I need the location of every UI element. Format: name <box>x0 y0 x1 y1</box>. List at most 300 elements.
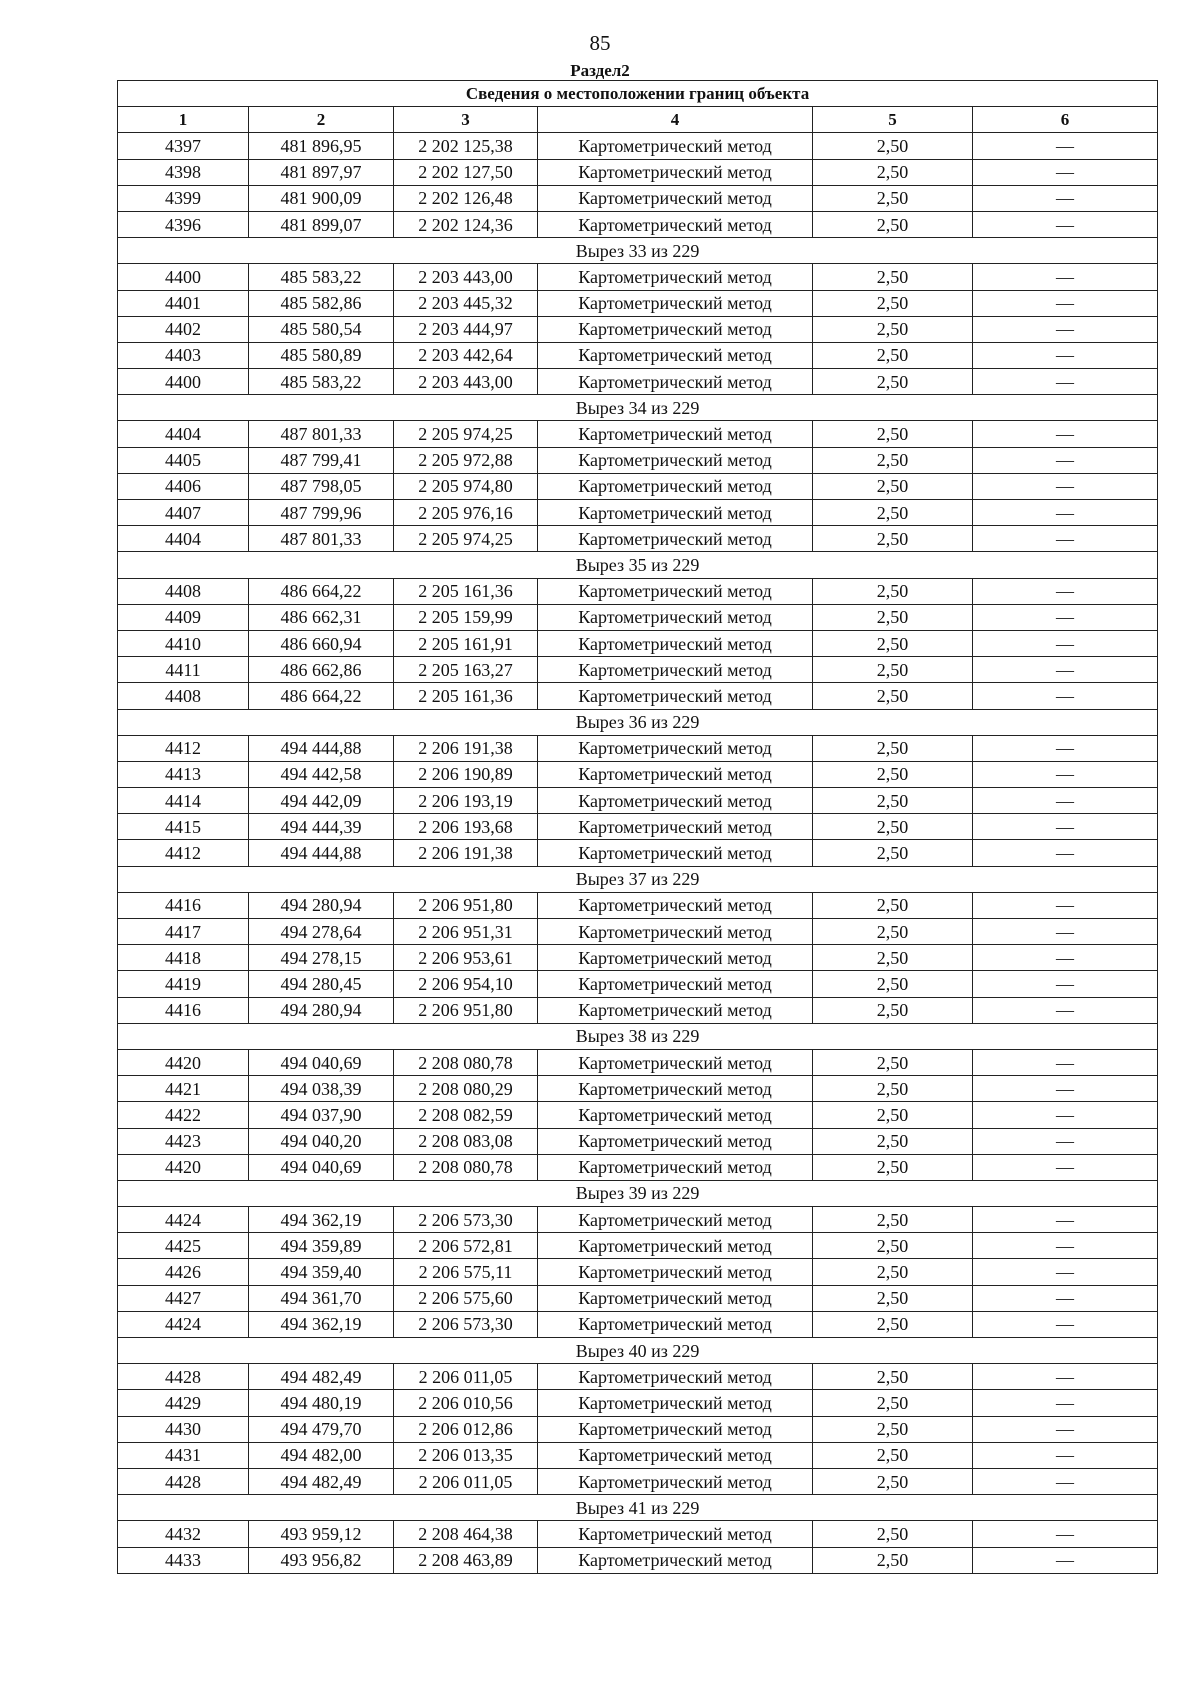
accuracy-cell: 2,50 <box>813 1233 973 1259</box>
x-coordinate-cell: 494 361,70 <box>249 1285 394 1311</box>
note-cell: — <box>973 945 1158 971</box>
cut-group-row <box>118 1338 1158 1364</box>
table-row <box>118 1102 1158 1128</box>
x-coordinate-cell: 485 580,54 <box>249 316 394 342</box>
y-coordinate-cell: 2 205 163,27 <box>394 657 538 683</box>
accuracy-cell: 2,50 <box>813 945 973 971</box>
method-cell: Картометрический метод <box>538 1390 813 1416</box>
accuracy-cell: 2,50 <box>813 342 973 368</box>
note-cell: — <box>973 159 1158 185</box>
accuracy-cell: 2,50 <box>813 1547 973 1573</box>
accuracy-cell: 2,50 <box>813 578 973 604</box>
table-row <box>118 761 1158 787</box>
method-cell: Картометрический метод <box>538 1049 813 1075</box>
accuracy-cell: 2,50 <box>813 657 973 683</box>
method-cell: Картометрический метод <box>538 945 813 971</box>
table-row <box>118 788 1158 814</box>
table-row <box>118 1547 1158 1573</box>
table-row <box>118 133 1158 159</box>
x-coordinate-cell: 494 359,89 <box>249 1233 394 1259</box>
point-number-cell: 4403 <box>118 342 249 368</box>
method-cell: Картометрический метод <box>538 421 813 447</box>
method-cell: Картометрический метод <box>538 814 813 840</box>
note-cell: — <box>973 1259 1158 1285</box>
x-coordinate-cell: 494 280,94 <box>249 997 394 1023</box>
y-coordinate-cell: 2 205 161,36 <box>394 683 538 709</box>
accuracy-cell: 2,50 <box>813 447 973 473</box>
accuracy-cell: 2,50 <box>813 1416 973 1442</box>
table-row <box>118 1128 1158 1154</box>
method-cell: Картометрический метод <box>538 1521 813 1547</box>
method-cell: Картометрический метод <box>538 1364 813 1390</box>
x-coordinate-cell: 494 359,40 <box>249 1259 394 1285</box>
table-row <box>118 578 1158 604</box>
note-cell: — <box>973 1102 1158 1128</box>
point-number-cell: 4422 <box>118 1102 249 1128</box>
x-coordinate-cell: 486 662,86 <box>249 657 394 683</box>
y-coordinate-cell: 2 208 080,29 <box>394 1076 538 1102</box>
table-row <box>118 1259 1158 1285</box>
cut-group-label: Вырез 39 из 229 <box>118 1180 1158 1206</box>
y-coordinate-cell: 2 206 012,86 <box>394 1416 538 1442</box>
method-cell: Картометрический метод <box>538 526 813 552</box>
note-cell: — <box>973 211 1158 237</box>
y-coordinate-cell: 2 202 127,50 <box>394 159 538 185</box>
method-cell: Картометрический метод <box>538 316 813 342</box>
y-coordinate-cell: 2 205 159,99 <box>394 604 538 630</box>
point-number-cell: 4432 <box>118 1521 249 1547</box>
table-title-row <box>118 81 1158 107</box>
y-coordinate-cell: 2 202 126,48 <box>394 185 538 211</box>
x-coordinate-cell: 493 959,12 <box>249 1521 394 1547</box>
table-row <box>118 1416 1158 1442</box>
cut-group-label: Вырез 36 из 229 <box>118 709 1158 735</box>
x-coordinate-cell: 485 582,86 <box>249 290 394 316</box>
note-cell: — <box>973 500 1158 526</box>
x-coordinate-cell: 494 278,64 <box>249 919 394 945</box>
accuracy-cell: 2,50 <box>813 1311 973 1337</box>
accuracy-cell: 2,50 <box>813 185 973 211</box>
point-number-cell: 4428 <box>118 1468 249 1494</box>
cut-group-row <box>118 1180 1158 1206</box>
y-coordinate-cell: 2 206 191,38 <box>394 840 538 866</box>
cut-group-label: Вырез 33 из 229 <box>118 238 1158 264</box>
point-number-cell: 4431 <box>118 1442 249 1468</box>
method-cell: Картометрический метод <box>538 500 813 526</box>
y-coordinate-cell: 2 205 974,25 <box>394 526 538 552</box>
accuracy-cell: 2,50 <box>813 1049 973 1075</box>
point-number-cell: 4409 <box>118 604 249 630</box>
x-coordinate-cell: 494 442,58 <box>249 761 394 787</box>
table-row <box>118 342 1158 368</box>
note-cell: — <box>973 369 1158 395</box>
y-coordinate-cell: 2 208 464,38 <box>394 1521 538 1547</box>
table-row <box>118 735 1158 761</box>
note-cell: — <box>973 1364 1158 1390</box>
accuracy-cell: 2,50 <box>813 1390 973 1416</box>
point-number-cell: 4412 <box>118 735 249 761</box>
y-coordinate-cell: 2 205 974,80 <box>394 473 538 499</box>
x-coordinate-cell: 494 280,94 <box>249 892 394 918</box>
point-number-cell: 4400 <box>118 369 249 395</box>
point-number-cell: 4429 <box>118 1390 249 1416</box>
y-coordinate-cell: 2 206 573,30 <box>394 1207 538 1233</box>
y-coordinate-cell: 2 206 013,35 <box>394 1442 538 1468</box>
method-cell: Картометрический метод <box>538 473 813 499</box>
point-number-cell: 4424 <box>118 1207 249 1233</box>
coordinates-table <box>117 80 1158 1574</box>
accuracy-cell: 2,50 <box>813 683 973 709</box>
accuracy-cell: 2,50 <box>813 1364 973 1390</box>
x-coordinate-cell: 481 899,07 <box>249 211 394 237</box>
point-number-cell: 4423 <box>118 1128 249 1154</box>
x-coordinate-cell: 487 799,96 <box>249 500 394 526</box>
method-cell: Картометрический метод <box>538 788 813 814</box>
y-coordinate-cell: 2 208 082,59 <box>394 1102 538 1128</box>
note-cell: — <box>973 1076 1158 1102</box>
y-coordinate-cell: 2 206 951,31 <box>394 919 538 945</box>
y-coordinate-cell: 2 205 976,16 <box>394 500 538 526</box>
note-cell: — <box>973 447 1158 473</box>
method-cell: Картометрический метод <box>538 1259 813 1285</box>
accuracy-cell: 2,50 <box>813 761 973 787</box>
y-coordinate-cell: 2 206 011,05 <box>394 1468 538 1494</box>
method-cell: Картометрический метод <box>538 1285 813 1311</box>
y-coordinate-cell: 2 206 572,81 <box>394 1233 538 1259</box>
accuracy-cell: 2,50 <box>813 1128 973 1154</box>
note-cell: — <box>973 1049 1158 1075</box>
note-cell: — <box>973 185 1158 211</box>
column-number-row <box>118 107 1158 133</box>
cut-group-row <box>118 238 1158 264</box>
note-cell: — <box>973 735 1158 761</box>
table-row <box>118 1364 1158 1390</box>
x-coordinate-cell: 494 362,19 <box>249 1207 394 1233</box>
y-coordinate-cell: 2 208 463,89 <box>394 1547 538 1573</box>
note-cell: — <box>973 1547 1158 1573</box>
method-cell: Картометрический метод <box>538 133 813 159</box>
note-cell: — <box>973 840 1158 866</box>
y-coordinate-cell: 2 205 972,88 <box>394 447 538 473</box>
table-row <box>118 814 1158 840</box>
y-coordinate-cell: 2 203 443,00 <box>394 369 538 395</box>
cut-group-row <box>118 395 1158 421</box>
y-coordinate-cell: 2 208 083,08 <box>394 1128 538 1154</box>
point-number-cell: 4416 <box>118 997 249 1023</box>
accuracy-cell: 2,50 <box>813 159 973 185</box>
x-coordinate-cell: 494 444,88 <box>249 840 394 866</box>
method-cell: Картометрический метод <box>538 919 813 945</box>
y-coordinate-cell: 2 205 161,91 <box>394 630 538 656</box>
table-row <box>118 1442 1158 1468</box>
x-coordinate-cell: 494 480,19 <box>249 1390 394 1416</box>
note-cell: — <box>973 1128 1158 1154</box>
note-cell: — <box>973 919 1158 945</box>
y-coordinate-cell: 2 208 080,78 <box>394 1154 538 1180</box>
x-coordinate-cell: 487 799,41 <box>249 447 394 473</box>
note-cell: — <box>973 630 1158 656</box>
cut-group-row <box>118 1023 1158 1049</box>
column-number: 6 <box>973 107 1158 133</box>
method-cell: Картометрический метод <box>538 840 813 866</box>
accuracy-cell: 2,50 <box>813 1521 973 1547</box>
point-number-cell: 4414 <box>118 788 249 814</box>
method-cell: Картометрический метод <box>538 1311 813 1337</box>
method-cell: Картометрический метод <box>538 657 813 683</box>
note-cell: — <box>973 1285 1158 1311</box>
note-cell: — <box>973 1416 1158 1442</box>
x-coordinate-cell: 494 482,49 <box>249 1364 394 1390</box>
method-cell: Картометрический метод <box>538 159 813 185</box>
table-row <box>118 971 1158 997</box>
cut-group-label: Вырез 41 из 229 <box>118 1495 1158 1521</box>
note-cell: — <box>973 264 1158 290</box>
accuracy-cell: 2,50 <box>813 264 973 290</box>
note-cell: — <box>973 526 1158 552</box>
accuracy-cell: 2,50 <box>813 1102 973 1128</box>
point-number-cell: 4415 <box>118 814 249 840</box>
note-cell: — <box>973 421 1158 447</box>
y-coordinate-cell: 2 208 080,78 <box>394 1049 538 1075</box>
method-cell: Картометрический метод <box>538 630 813 656</box>
column-number: 1 <box>118 107 249 133</box>
point-number-cell: 4404 <box>118 421 249 447</box>
point-number-cell: 4418 <box>118 945 249 971</box>
accuracy-cell: 2,50 <box>813 1154 973 1180</box>
x-coordinate-cell: 494 482,00 <box>249 1442 394 1468</box>
method-cell: Картометрический метод <box>538 369 813 395</box>
table-row <box>118 630 1158 656</box>
table-row <box>118 500 1158 526</box>
y-coordinate-cell: 2 206 953,61 <box>394 945 538 971</box>
accuracy-cell: 2,50 <box>813 1442 973 1468</box>
cut-group-row <box>118 1495 1158 1521</box>
table-row <box>118 1390 1158 1416</box>
table-row <box>118 185 1158 211</box>
cut-group-row <box>118 709 1158 735</box>
y-coordinate-cell: 2 206 573,30 <box>394 1311 538 1337</box>
page-number: 85 <box>589 31 611 55</box>
point-number-cell: 4399 <box>118 185 249 211</box>
note-cell: — <box>973 342 1158 368</box>
cut-group-label: Вырез 40 из 229 <box>118 1338 1158 1364</box>
y-coordinate-cell: 2 206 011,05 <box>394 1364 538 1390</box>
y-coordinate-cell: 2 206 575,60 <box>394 1285 538 1311</box>
y-coordinate-cell: 2 203 442,64 <box>394 342 538 368</box>
note-cell: — <box>973 657 1158 683</box>
note-cell: — <box>973 290 1158 316</box>
note-cell: — <box>973 814 1158 840</box>
method-cell: Картометрический метод <box>538 971 813 997</box>
point-number-cell: 4408 <box>118 683 249 709</box>
accuracy-cell: 2,50 <box>813 840 973 866</box>
column-number: 4 <box>538 107 813 133</box>
method-cell: Картометрический метод <box>538 264 813 290</box>
x-coordinate-cell: 494 040,69 <box>249 1049 394 1075</box>
x-coordinate-cell: 494 278,15 <box>249 945 394 971</box>
method-cell: Картометрический метод <box>538 578 813 604</box>
note-cell: — <box>973 1390 1158 1416</box>
note-cell: — <box>973 316 1158 342</box>
table-row <box>118 159 1158 185</box>
method-cell: Картометрический метод <box>538 683 813 709</box>
y-coordinate-cell: 2 203 443,00 <box>394 264 538 290</box>
accuracy-cell: 2,50 <box>813 211 973 237</box>
table-row <box>118 1207 1158 1233</box>
method-cell: Картометрический метод <box>538 290 813 316</box>
point-number-cell: 4433 <box>118 1547 249 1573</box>
point-number-cell: 4420 <box>118 1154 249 1180</box>
note-cell: — <box>973 604 1158 630</box>
point-number-cell: 4398 <box>118 159 249 185</box>
table-row <box>118 1521 1158 1547</box>
point-number-cell: 4428 <box>118 1364 249 1390</box>
method-cell: Картометрический метод <box>538 447 813 473</box>
accuracy-cell: 2,50 <box>813 316 973 342</box>
x-coordinate-cell: 494 040,69 <box>249 1154 394 1180</box>
point-number-cell: 4419 <box>118 971 249 997</box>
x-coordinate-cell: 494 038,39 <box>249 1076 394 1102</box>
x-coordinate-cell: 481 900,09 <box>249 185 394 211</box>
accuracy-cell: 2,50 <box>813 997 973 1023</box>
table-row <box>118 1233 1158 1259</box>
method-cell: Картометрический метод <box>538 892 813 918</box>
point-number-cell: 4400 <box>118 264 249 290</box>
note-cell: — <box>973 473 1158 499</box>
cut-group-label: Вырез 38 из 229 <box>118 1023 1158 1049</box>
table-row <box>118 919 1158 945</box>
y-coordinate-cell: 2 206 951,80 <box>394 892 538 918</box>
point-number-cell: 4426 <box>118 1259 249 1285</box>
table-row <box>118 316 1158 342</box>
point-number-cell: 4408 <box>118 578 249 604</box>
accuracy-cell: 2,50 <box>813 133 973 159</box>
x-coordinate-cell: 494 482,49 <box>249 1468 394 1494</box>
method-cell: Картометрический метод <box>538 1442 813 1468</box>
table-row <box>118 211 1158 237</box>
method-cell: Картометрический метод <box>538 1128 813 1154</box>
point-number-cell: 4413 <box>118 761 249 787</box>
x-coordinate-cell: 486 664,22 <box>249 578 394 604</box>
method-cell: Картометрический метод <box>538 1416 813 1442</box>
method-cell: Картометрический метод <box>538 1233 813 1259</box>
point-number-cell: 4412 <box>118 840 249 866</box>
cut-group-row <box>118 866 1158 892</box>
x-coordinate-cell: 494 444,88 <box>249 735 394 761</box>
table-row <box>118 1154 1158 1180</box>
y-coordinate-cell: 2 206 193,19 <box>394 788 538 814</box>
y-coordinate-cell: 2 202 125,38 <box>394 133 538 159</box>
x-coordinate-cell: 494 037,90 <box>249 1102 394 1128</box>
note-cell: — <box>973 892 1158 918</box>
note-cell: — <box>973 133 1158 159</box>
cut-group-label: Вырез 37 из 229 <box>118 866 1158 892</box>
accuracy-cell: 2,50 <box>813 500 973 526</box>
x-coordinate-cell: 487 801,33 <box>249 526 394 552</box>
method-cell: Картометрический метод <box>538 1547 813 1573</box>
accuracy-cell: 2,50 <box>813 473 973 499</box>
point-number-cell: 4402 <box>118 316 249 342</box>
point-number-cell: 4420 <box>118 1049 249 1075</box>
point-number-cell: 4405 <box>118 447 249 473</box>
y-coordinate-cell: 2 206 193,68 <box>394 814 538 840</box>
accuracy-cell: 2,50 <box>813 1207 973 1233</box>
method-cell: Картометрический метод <box>538 1207 813 1233</box>
x-coordinate-cell: 486 664,22 <box>249 683 394 709</box>
note-cell: — <box>973 1233 1158 1259</box>
x-coordinate-cell: 494 442,09 <box>249 788 394 814</box>
y-coordinate-cell: 2 205 974,25 <box>394 421 538 447</box>
x-coordinate-cell: 487 801,33 <box>249 421 394 447</box>
accuracy-cell: 2,50 <box>813 971 973 997</box>
accuracy-cell: 2,50 <box>813 630 973 656</box>
note-cell: — <box>973 761 1158 787</box>
table-row <box>118 473 1158 499</box>
table-row <box>118 1076 1158 1102</box>
table-row <box>118 1285 1158 1311</box>
point-number-cell: 4430 <box>118 1416 249 1442</box>
x-coordinate-cell: 487 798,05 <box>249 473 394 499</box>
note-cell: — <box>973 788 1158 814</box>
method-cell: Картометрический метод <box>538 1076 813 1102</box>
note-cell: — <box>973 1442 1158 1468</box>
point-number-cell: 4425 <box>118 1233 249 1259</box>
accuracy-cell: 2,50 <box>813 369 973 395</box>
point-number-cell: 4404 <box>118 526 249 552</box>
method-cell: Картометрический метод <box>538 185 813 211</box>
table-row <box>118 892 1158 918</box>
point-number-cell: 4396 <box>118 211 249 237</box>
method-cell: Картометрический метод <box>538 1154 813 1180</box>
accuracy-cell: 2,50 <box>813 604 973 630</box>
accuracy-cell: 2,50 <box>813 919 973 945</box>
table-row <box>118 945 1158 971</box>
table-row <box>118 264 1158 290</box>
note-cell: — <box>973 1311 1158 1337</box>
table-row <box>118 369 1158 395</box>
point-number-cell: 4401 <box>118 290 249 316</box>
x-coordinate-cell: 481 896,95 <box>249 133 394 159</box>
x-coordinate-cell: 494 479,70 <box>249 1416 394 1442</box>
x-coordinate-cell: 494 362,19 <box>249 1311 394 1337</box>
cut-group-label: Вырез 35 из 229 <box>118 552 1158 578</box>
table-row <box>118 1468 1158 1494</box>
note-cell: — <box>973 683 1158 709</box>
point-number-cell: 4416 <box>118 892 249 918</box>
accuracy-cell: 2,50 <box>813 290 973 316</box>
table-row <box>118 604 1158 630</box>
x-coordinate-cell: 485 583,22 <box>249 369 394 395</box>
y-coordinate-cell: 2 203 444,97 <box>394 316 538 342</box>
point-number-cell: 4406 <box>118 473 249 499</box>
accuracy-cell: 2,50 <box>813 1285 973 1311</box>
cut-group-row <box>118 552 1158 578</box>
method-cell: Картометрический метод <box>538 1468 813 1494</box>
accuracy-cell: 2,50 <box>813 526 973 552</box>
x-coordinate-cell: 494 444,39 <box>249 814 394 840</box>
cut-group-label: Вырез 34 из 229 <box>118 395 1158 421</box>
point-number-cell: 4411 <box>118 657 249 683</box>
x-coordinate-cell: 485 583,22 <box>249 264 394 290</box>
point-number-cell: 4427 <box>118 1285 249 1311</box>
table-row <box>118 657 1158 683</box>
point-number-cell: 4424 <box>118 1311 249 1337</box>
note-cell: — <box>973 1154 1158 1180</box>
point-number-cell: 4397 <box>118 133 249 159</box>
accuracy-cell: 2,50 <box>813 788 973 814</box>
method-cell: Картометрический метод <box>538 735 813 761</box>
table-row <box>118 840 1158 866</box>
